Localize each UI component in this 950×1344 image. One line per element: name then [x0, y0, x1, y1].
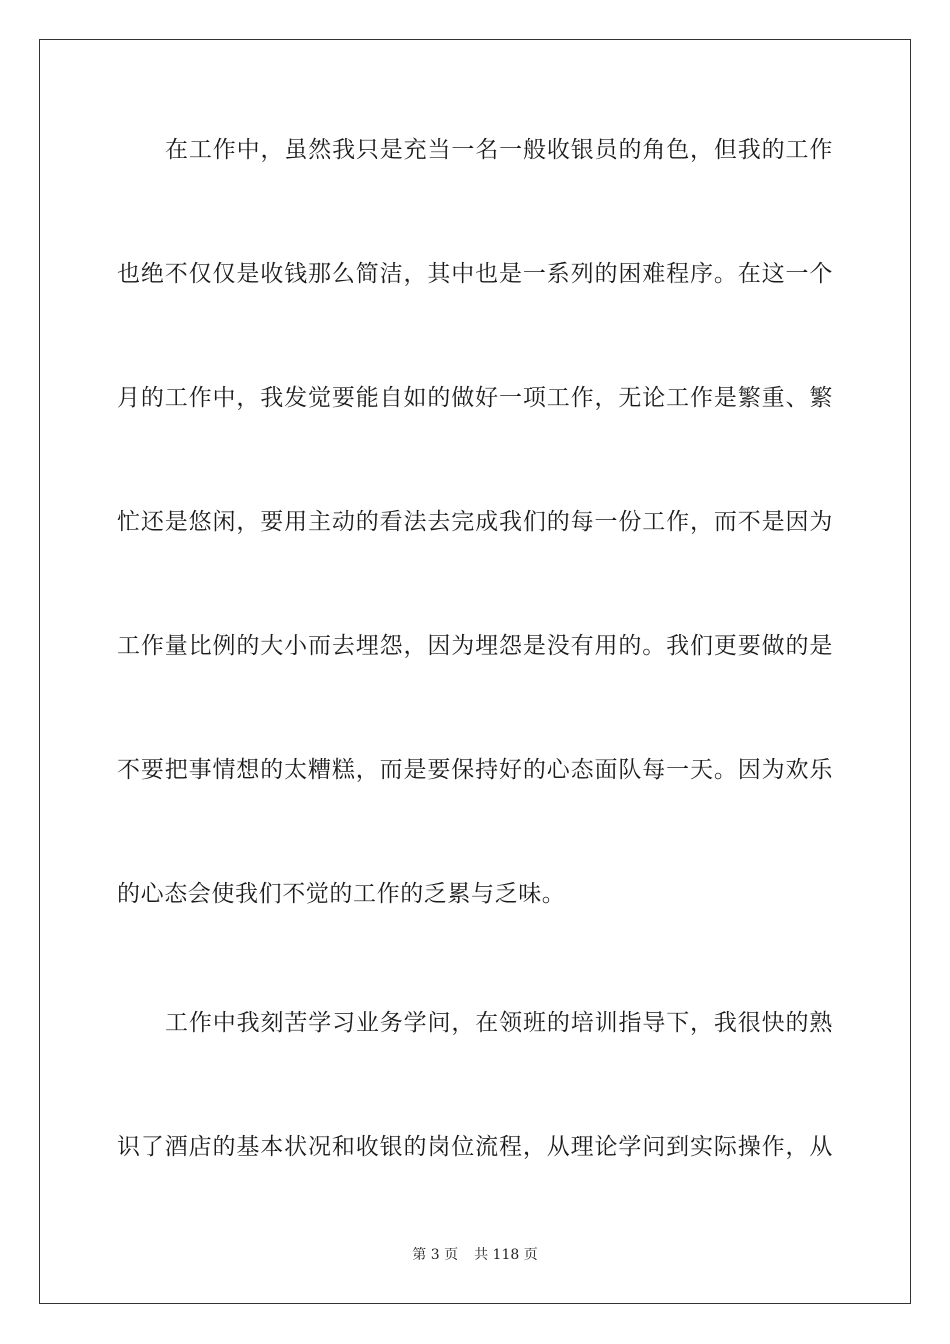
page-total: 共 118 页 — [474, 1247, 538, 1263]
paragraph-1-line-2: 也绝不仅仅是收钱那么简洁，其中也是一系列的困难程序。在这一个 — [117, 261, 833, 287]
paragraph-2-line-1: 工作中我刻苦学习业务学问，在领班的培训指导下，我很快的熟 — [165, 1010, 833, 1036]
paragraph-1-line-1: 在工作中，虽然我只是充当一名一般收银员的角色，但我的工作 — [165, 137, 833, 163]
paragraph-1-line-3: 月的工作中，我发觉要能自如的做好一项工作，无论工作是繁重、繁 — [117, 385, 833, 411]
page-footer — [0, 1246, 950, 1264]
page-border — [39, 39, 911, 1304]
paragraph-1-line-4: 忙还是悠闲，要用主动的看法去完成我们的每一份工作，而不是因为 — [117, 509, 833, 535]
paragraph-1-line-7: 的心态会使我们不觉的工作的乏累与乏味。 — [117, 881, 566, 907]
page-number: 第 3 页 — [412, 1247, 459, 1263]
paragraph-1-line-6: 不要把事情想的太糟糕，而是要保持好的心态面队每一天。因为欢乐 — [117, 757, 833, 783]
paragraph-2-line-2: 识了酒店的基本状况和收银的岗位流程，从理论学问到实际操作，从 — [117, 1134, 833, 1160]
paragraph-1-line-5: 工作量比例的大小而去埋怨，因为埋怨是没有用的。我们更要做的是 — [117, 633, 833, 659]
